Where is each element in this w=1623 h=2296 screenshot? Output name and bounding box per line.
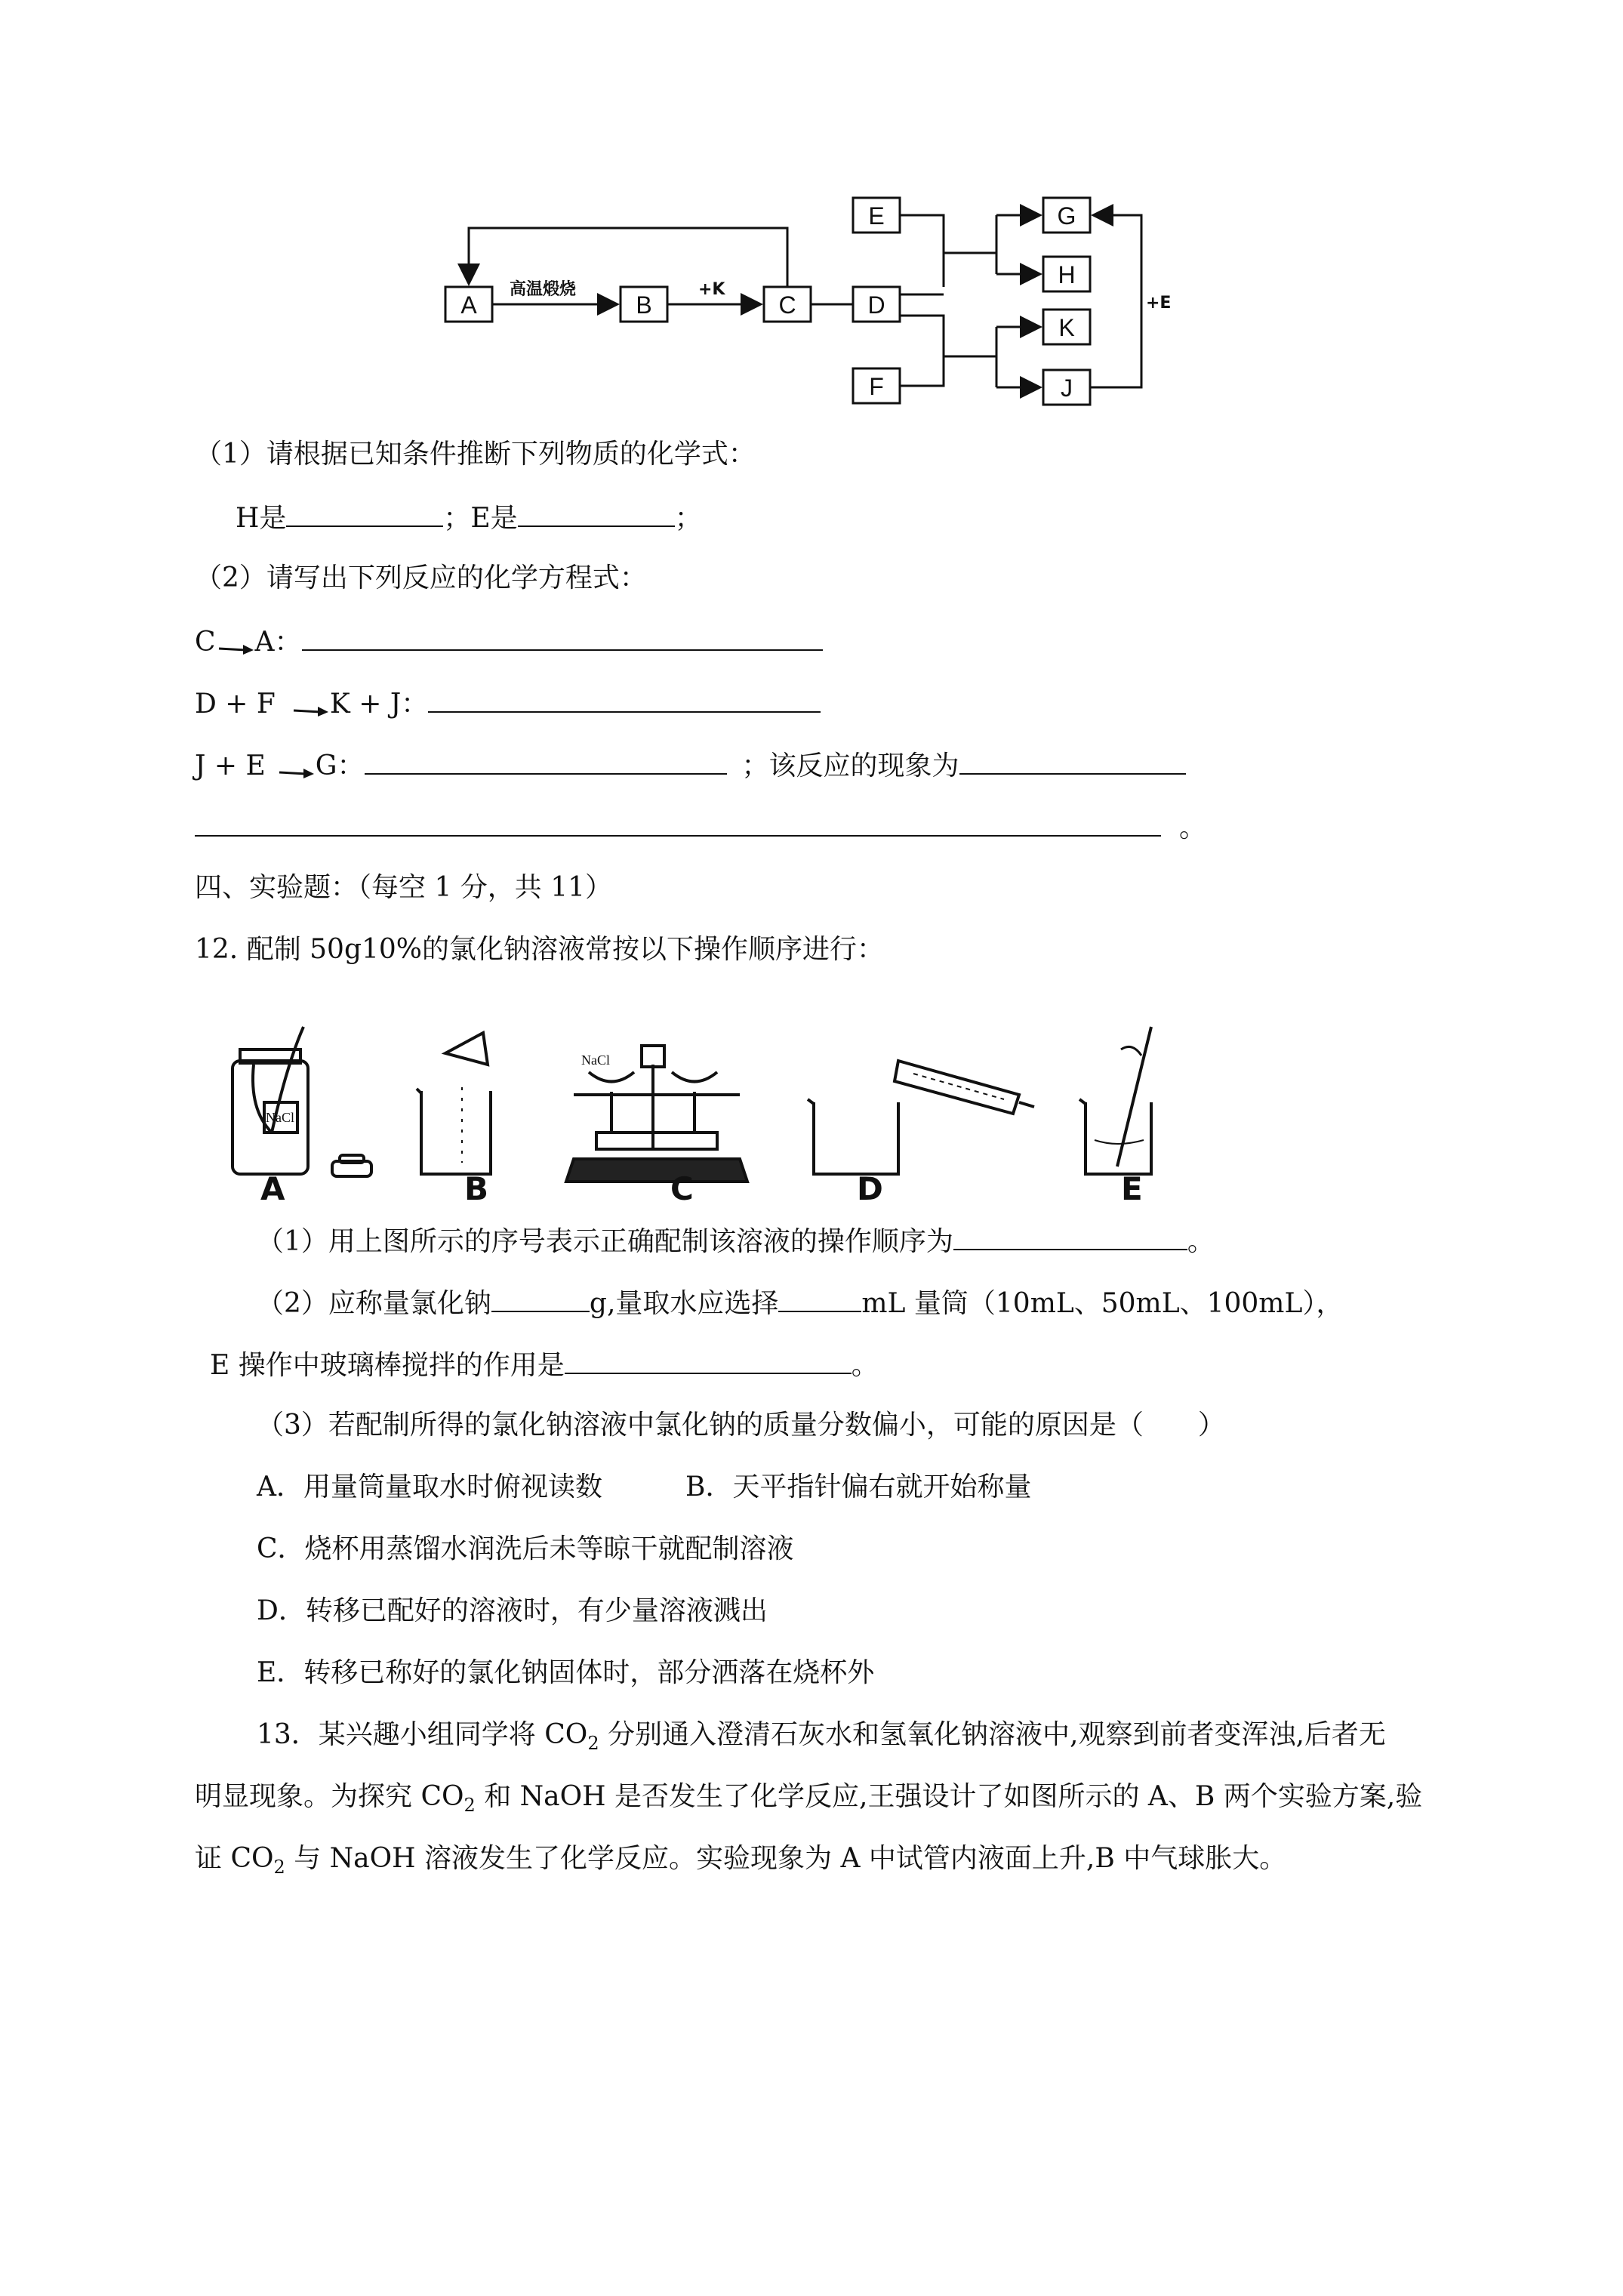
reaction-c-a: C A： [195,622,823,661]
q13-line-2: 明显现象。为探究 $CO_2$ 和 NaOH 是否发生了化学反应,王强设计了如图所示的 A、B 两个实验方案,验 [195,1781,1423,1817]
q12-p2-rod: E 操作中玻璃棒搅拌的作用是 。 [210,1345,879,1384]
option-e[interactable]: E．转移已称好的氯化钠固体时，部分洒落在烧杯外 [257,1657,875,1688]
reagent-jar-icon [233,1027,371,1176]
figure-label-c: C [670,1170,694,1207]
node-h: H [1058,261,1076,288]
section4-title: 四、实验题：（每空 1 分，共 11） [195,872,613,903]
figure-label-a: A [260,1170,285,1207]
q12-p2: （2）应称量氯化钠 g,量取水应选择 mL 量筒（10mL、50mL、100mL）， [257,1284,1343,1322]
rod-purpose-blank[interactable] [565,1345,852,1374]
q12-options-ab [257,1469,1031,1505]
stirring-beaker-icon [1079,1027,1151,1174]
order-blank[interactable] [953,1222,1187,1250]
option-b[interactable]: B．天平指针偏右就开始称量 [685,1472,1032,1502]
option-c[interactable]: C．烧杯用蒸馏水润洗后未等晾干就配制溶液 [257,1533,794,1564]
right-arrow-icon [276,756,316,780]
e-answer-blank[interactable] [518,498,675,527]
q1-answers: H是 ；E是 ； [236,498,702,537]
node-a: A [460,291,477,319]
e-label: ；E是 [443,503,518,534]
edge-jg-label: +E [1146,294,1172,313]
lab-apparatus-figure [219,1019,1208,1219]
q13-line-1: 13．某兴趣小组同学将 $CO_2$ 分别通入澄清石灰水和氢氧化钠溶液中,观察到前者变浑浊,后者无 [257,1719,1386,1755]
equation-j-e-blank[interactable] [365,746,727,775]
node-f: F [869,373,884,400]
node-j: J [1061,374,1073,402]
cylinder-blank[interactable] [778,1284,861,1312]
equation-d-f-blank[interactable] [428,684,821,713]
node-k: K [1058,314,1075,341]
figure-label-b: B [464,1170,489,1207]
right-arrow-icon [291,694,330,718]
option-d[interactable]: D．转移已配好的溶液时，有少量溶液溅出 [257,1595,768,1626]
beaker-funnel-icon [417,1033,491,1174]
flow-diagram [423,181,1223,423]
equation-c-a-blank[interactable] [302,622,823,651]
node-b: B [636,291,652,319]
figure-label-e: E [1121,1170,1143,1207]
phenomenon-line-2: 。 [195,808,1206,846]
q1-title: （1）请根据已知条件推断下列物质的化学式： [195,439,756,470]
jar-label: NaCl [266,1110,294,1125]
node-e: E [868,202,885,230]
nacl-mass-blank[interactable] [491,1284,590,1312]
q12-intro: 12. 配制 50g10%的氯化钠溶液常按以下操作顺序进行： [195,934,885,965]
right-arrow-icon [216,632,255,656]
node-c: C [778,291,796,319]
h-label: H是 [236,503,287,534]
reaction-d-f: D + F K + J： [195,684,821,723]
node-g: G [1057,202,1076,230]
node-d: D [867,291,885,319]
figure-label-d: D [857,1170,883,1207]
q13-line-3: 证 $CO_2$ 与 NaOH 溶液发生了化学反应。实验现象为 A 中试管内液面上升,B 中气球胀大。 [195,1843,1287,1878]
phenomenon-blank-1[interactable] [959,746,1186,775]
phenomenon-blank-2[interactable] [195,808,1161,837]
h-answer-blank[interactable] [286,498,443,527]
option-a[interactable]: A．用量筒量取水时俯视读数 [257,1472,602,1502]
reaction-j-e: J + E G： ；该反应的现象为 [195,746,1186,784]
balance-label: NaCl [581,1052,610,1068]
q12-p1: （1）用上图所示的序号表示正确配制该溶液的操作顺序为 。 [257,1222,1215,1260]
edge-bc-label: +K [698,280,725,299]
q12-p3: （3）若配制所得的氯化钠溶液中氯化钠的质量分数偏小，可能的原因是（ ） [257,1410,1225,1441]
edge-ab-label: 高温煅烧 [510,280,577,299]
pouring-cylinder-icon [808,1061,1034,1174]
q2-title: （2）请写出下列反应的化学方程式： [195,562,647,593]
